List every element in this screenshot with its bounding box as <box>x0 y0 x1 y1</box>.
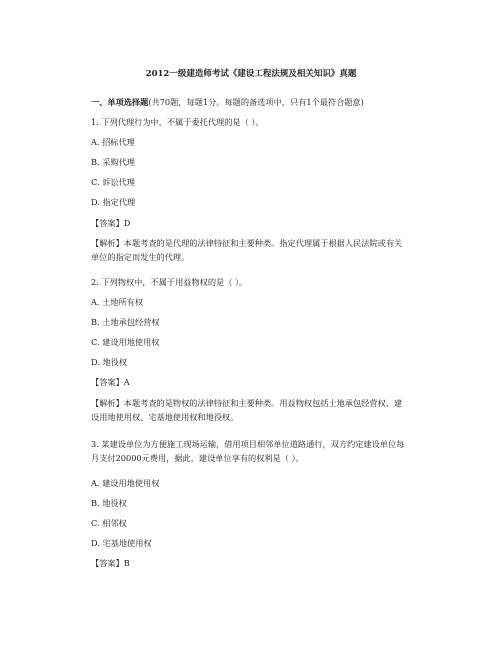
question-3-option-b: B. 地役权 <box>91 498 127 508</box>
question-3-option-c: C. 相邻权 <box>91 518 127 528</box>
question-1-option-d: D. 指定代理 <box>91 197 136 207</box>
question-2-option-d: D. 地役权 <box>91 357 128 367</box>
question-1-option-c: C. 诉讼代理 <box>91 177 135 187</box>
question-2-stem: 2. 下列物权中，不属于用益物权的是（ ）。 <box>91 277 248 287</box>
question-2-option-b: B. 土地承包经营权 <box>91 317 160 327</box>
section-note: (共70题，每题1分。每题的备选项中，只有1个最符合题意) <box>148 97 364 107</box>
question-1-analysis: 【解析】本题考查的是代理的法律特征和主要种类。指定代理属于根据人民法院或有关单位的指定而发生的代理。 <box>91 238 403 262</box>
question-1-stem: 1. 下列代理行为中，不属于委托代理的是（ ）。 <box>91 117 264 127</box>
section-label: 一、单项选择题 <box>91 97 149 107</box>
question-1-option-b: B. 采购代理 <box>91 157 135 167</box>
question-3-option-d: D. 宅基地使用权 <box>91 538 152 548</box>
question-2-option-c: C. 建设用地使用权 <box>91 337 160 347</box>
question-1-answer: 【答案】D <box>91 218 131 228</box>
question-2-answer: 【答案】A <box>91 377 130 387</box>
question-3-answer: 【答案】B <box>91 558 130 568</box>
question-3-option-a: A. 建设用地使用权 <box>91 478 160 488</box>
question-2-option-a: A. 土地所有权 <box>91 297 144 307</box>
document-title: 2012一级建造师考试《建设工程法规及相关知识》真题 <box>145 69 357 79</box>
question-3-stem: 3. 某建设单位为方便施工现场运输，借用项目相邻单位道路通行，双方约定建设单位每月支付20000元费用，据此，建设单位享有的权利是（ ）。 <box>91 439 405 463</box>
section-heading <box>91 96 411 108</box>
question-2-analysis: 【解析】本题考查的是物权的法律特征和主要种类。用益物权包括土地承包经营权、建设用地使用权、宅基地使用权和地役权。 <box>91 398 403 422</box>
question-1-option-a: A. 招标代理 <box>91 137 135 147</box>
